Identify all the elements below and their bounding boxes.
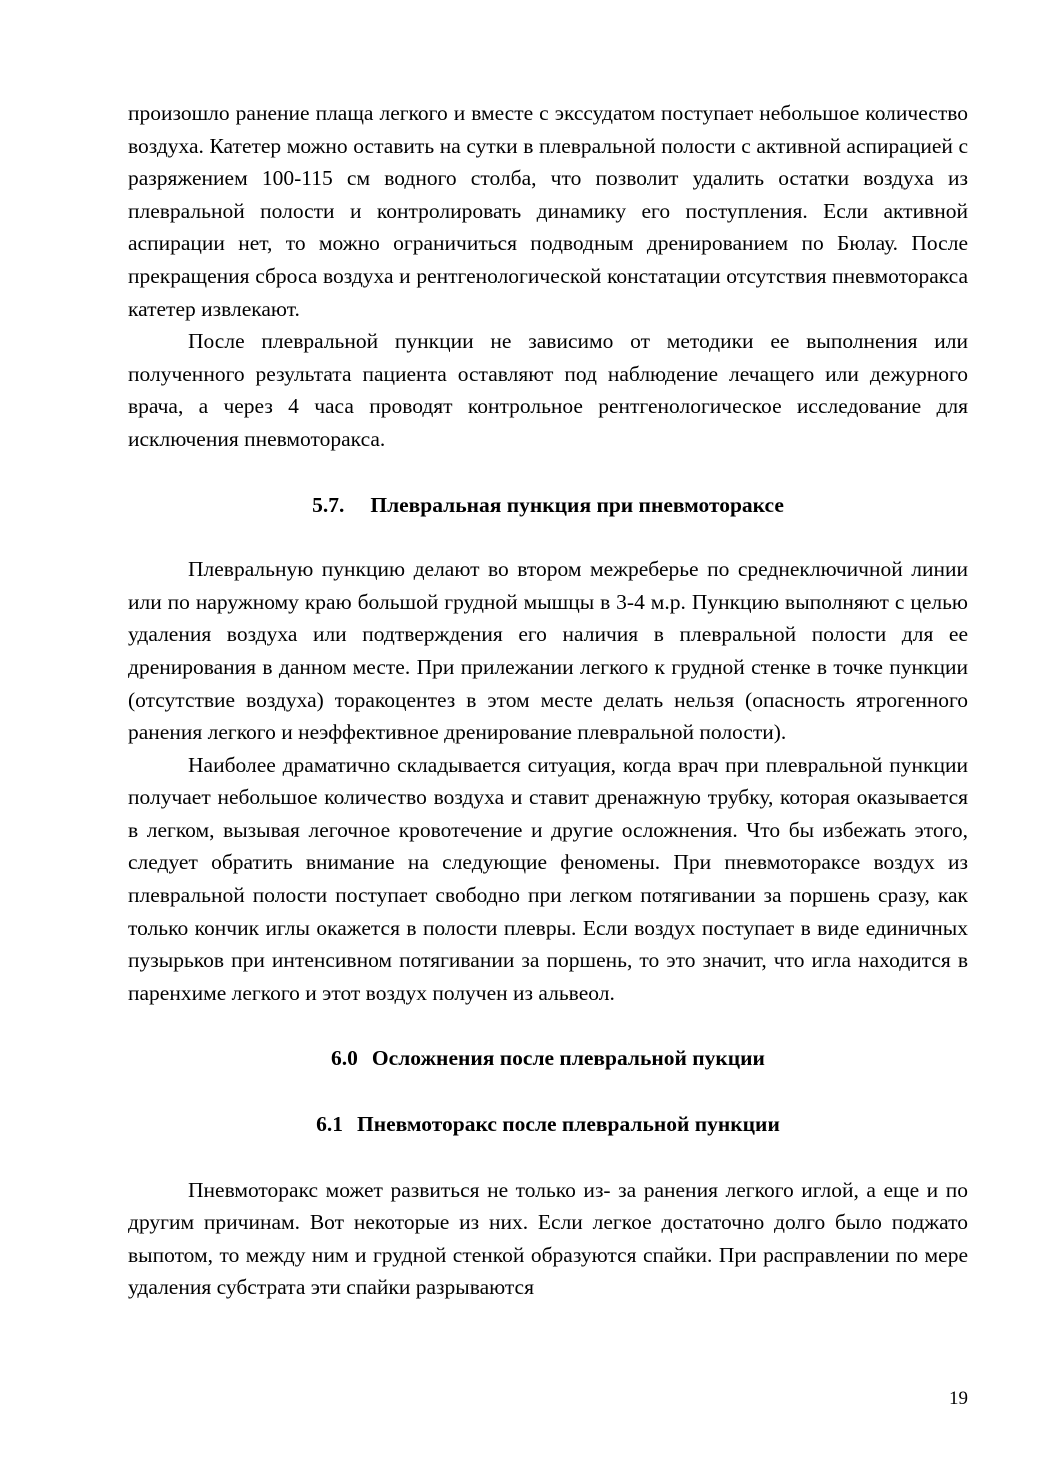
page-number: 19 xyxy=(949,1388,968,1409)
section-heading-6-0 xyxy=(128,1042,968,1075)
section-title: Пневмоторакс после плевральной пункции xyxy=(357,1112,780,1137)
paragraph-continued: произошло ранение плаща легкого и вместе с экссудатом поступает небольшое количество воздуха. Катетер можно оставить на сутки в плевральной полости с активной аспирацией с разряжением 100-115 см водного столба, что позволит удалить остатки воздуха из плевральной полости и контролировать динамику его поступления. Если активной аспирации нет, то можно ограничиться подводным дренированием по Бюлау. После прекращения сброса воздуха и рентгенологической констатации отсутствия пневмоторакса катетер извлекают. xyxy=(128,101,968,321)
section-number: 6.0 xyxy=(331,1046,358,1071)
paragraph-pneumothorax-causes: Пневмоторакс может развиться не только из- за ранения легкого иглой, а еще и по другим причинам. Вот некоторые из них. Если легкое достаточно долго было поджато выпотом, то между ним и грудной стенкой образуются спайки. При расправлении по мере удаления субстрата эти спайки разрываются xyxy=(128,1177,968,1300)
section-number: 6.1 xyxy=(316,1112,344,1137)
paragraph-puncture-site: Плевральную пункцию делают во втором межреберье по среднеключичной линии или по наружному краю большой грудной мышцы в 3-4 м.р. Пункцию выполняют с целью удаления воздуха или подтверждения его наличия в плевральной полости для ее дренирования в данном месте. При прилежании легкого к грудной стенке в точке пункции (отсутствие воздуха) торакоцентез в этом месте делать нельзя (опасность ятрогенного ранения легкого и неэффективное дренирование плевральной полости). xyxy=(128,557,968,745)
section-heading-6-1 xyxy=(128,1108,968,1141)
page-body xyxy=(128,97,968,1304)
section-heading-5-7 xyxy=(128,489,968,522)
paragraph-dramatic-situation: Наиболее драматично складывается ситуация, когда врач при плевральной пункции получает небольшое количество воздуха и ставит дренажную трубку, которая оказывается в легком, вызывая легочное кровотечение и другие осложнения. Что бы избежать этого, следует обратить внимание на следующие феномены. При пневмотораксе воздух из плевральной полости поступает свободно при легком потягивании за поршень сразу, как только кончик иглы окажется в полости плевры. Если воздух поступает в виде единичных пузырьков при интенсивном потягивании за поршень, то это значит, что игла находится в паренхиме легкого и этот воздух получен из альвеол. xyxy=(128,752,968,1005)
paragraph-observation: После плевральной пункции не зависимо от методики ее выполнения или полученного результата пациента оставляют под наблюдение лечащего или дежурного врача, а через 4 часа проводят контрольное рентгенологическое исследование для исключения пневмоторакса. xyxy=(128,329,968,451)
section-title: Плевральная пункция при пневмотораксе xyxy=(370,492,784,517)
section-number: 5.7. xyxy=(312,492,345,517)
section-title: Осложнения после плевральной пукции xyxy=(371,1046,765,1071)
